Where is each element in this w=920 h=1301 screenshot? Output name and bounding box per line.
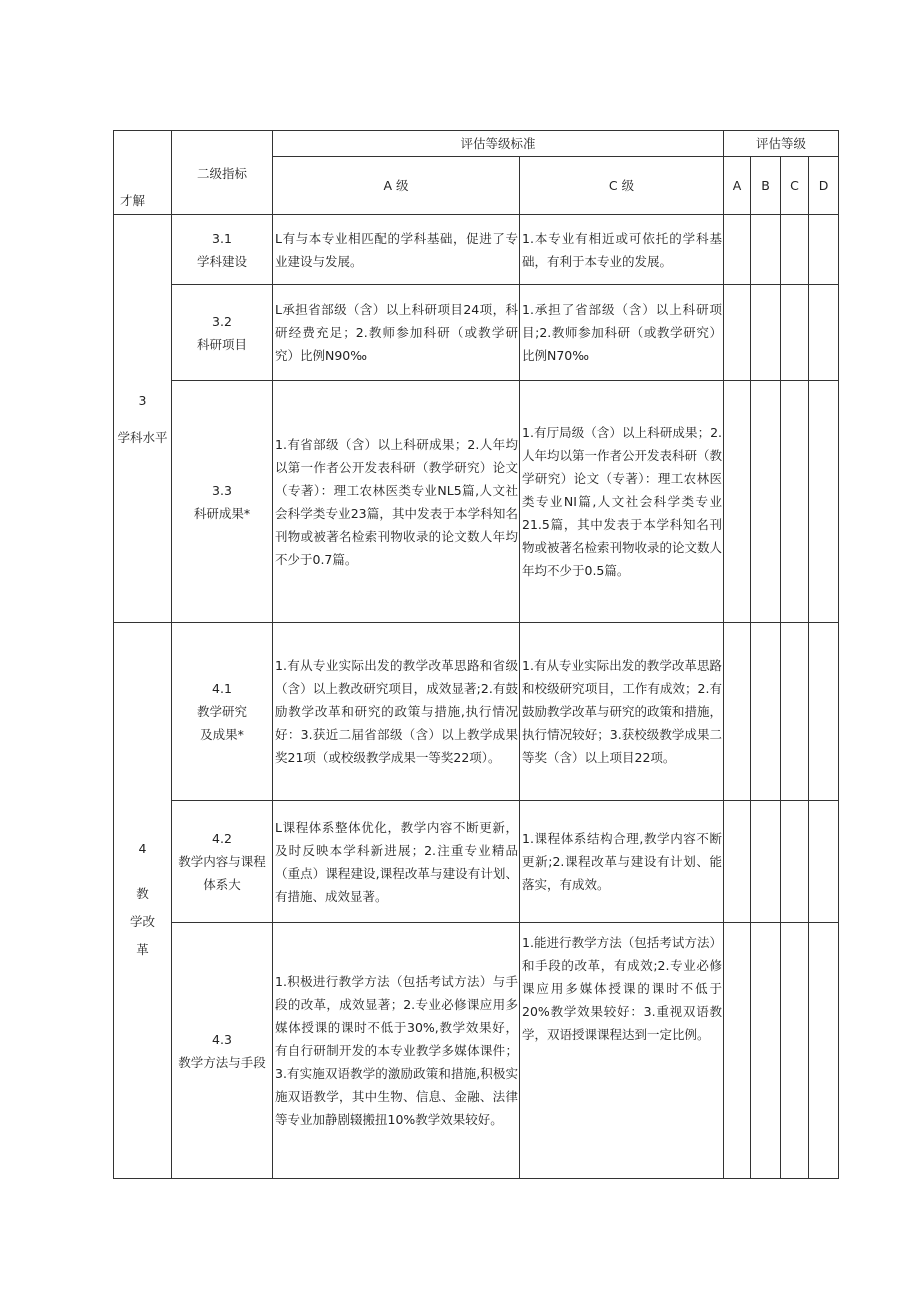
item-cell <box>172 285 273 381</box>
level-a-header: A 级 <box>273 157 520 215</box>
rating-b-cell[interactable] <box>751 285 781 381</box>
table-row <box>114 923 839 1179</box>
rating-d-header: D <box>809 157 839 215</box>
item-code: 3.2 <box>212 313 232 329</box>
table-row <box>114 623 839 801</box>
rating-group-header: 评估等级 <box>724 131 839 157</box>
item-title-line: 及成果* <box>200 727 244 742</box>
standard-c: 1.能进行教学方法（包括考试方法）和手段的改革，有成效;2.专业必修课应用多媒体授课的课时不低于20%教学效果较好：3.重视双语教学，双语授课课程达到一定比例。 <box>520 923 724 1179</box>
rating-c-cell[interactable] <box>781 623 809 801</box>
item-cell <box>172 801 273 923</box>
standard-a: 1.积极进行教学方法（包括考试方法）与手段的改革，成效显著；2.专业必修课应用多媒体授课的课时不低于30%,教学效果好，有自行研制开发的本专业教学多媒体课件；3.有实施双语教学的激励政策和措施,积极实施双语教学，其中生物、信息、金融、法律等专业加静剧辍搬扭10%教学效果较好。 <box>273 923 520 1179</box>
item-title: 学科建设 <box>196 253 247 269</box>
rating-c-cell[interactable] <box>781 285 809 381</box>
rating-b-cell[interactable] <box>751 381 781 623</box>
standard-c: 1.有厅局级（含）以上科研成果；2.人年均以第一作者公开发表科研（教学研究）论文（专著）：理工农林医类专业NI篇,人文社会科学类专业21.5篇，其中发表于本学科知名刊物或被著名检索刊物收录的论文数人年均不少于0.5篇。 <box>520 381 724 623</box>
rating-a-cell[interactable] <box>724 923 751 1179</box>
item-code: 4.3 <box>212 1031 232 1047</box>
corner-header: 才解 <box>114 131 172 215</box>
rating-c-cell[interactable] <box>781 923 809 1179</box>
item-code: 3.3 <box>212 482 232 498</box>
table-row <box>114 801 839 923</box>
standard-a: 1.有从专业实际出发的教学改革思路和省级（含）以上教改研究项目，成效显著;2.有鼓励教学改革和研究的政策与措施,执行情况好：3.获近二届省部级（含）以上教学成果奖21项（或校级教学成果一等奖22项）。 <box>273 623 520 801</box>
item-title-line: 体系大 <box>203 877 241 892</box>
section-name-line: 革 <box>136 942 149 957</box>
section-cell <box>114 623 172 1179</box>
section-number: 3 <box>138 392 147 408</box>
table-row <box>114 285 839 381</box>
table-row <box>114 215 839 285</box>
rating-d-cell[interactable] <box>809 285 839 381</box>
evaluation-table <box>113 130 839 1179</box>
standard-c: 1.承担了省部级（含）以上科研项目;2.教师参加科研（或教学研究）比例N70‰ <box>520 285 724 381</box>
section-name: 学科水平 <box>117 429 168 445</box>
item-title-line: 教学内容与课程 <box>178 854 266 869</box>
standard-a: L课程体系整体优化，教学内容不断更新，及时反映本学科新进展；2.注重专业精品（重点）课程建设,课程改革与建设有计划、有措施、成效显著。 <box>273 801 520 923</box>
rating-d-cell[interactable] <box>809 801 839 923</box>
rating-b-cell[interactable] <box>751 215 781 285</box>
secondary-index-header: 二级指标 <box>172 131 273 215</box>
section-name-line: 学改 <box>129 914 155 929</box>
rating-d-cell[interactable] <box>809 381 839 623</box>
rating-c-cell[interactable] <box>781 381 809 623</box>
item-code: 4.2 <box>212 831 232 846</box>
item-cell <box>172 381 273 623</box>
rating-d-cell[interactable] <box>809 215 839 285</box>
rating-d-cell[interactable] <box>809 623 839 801</box>
item-title: 科研成果* <box>193 505 251 521</box>
standard-group-header: 评估等级标准 <box>273 131 724 157</box>
item-title-line: 教学研究 <box>196 704 247 719</box>
section-cell <box>114 215 172 623</box>
rating-a-cell[interactable] <box>724 381 751 623</box>
item-title: 科研项目 <box>196 336 247 352</box>
rating-a-header: A <box>724 157 751 215</box>
standard-c: 1.本专业有相近或可依托的学科基础，有利于本专业的发展。 <box>520 215 724 285</box>
table-row <box>114 381 839 623</box>
standard-a: 1.有省部级（含）以上科研成果；2.人年均以第一作者公开发表科研（教学研究）论文（专著）：理工农林医类专业NL5篇,人文社会科学类专业23篇，其中发表于本学科知名刊物或被著名检索刊物收录的论文数人年均不少于0.7篇。 <box>273 381 520 623</box>
rating-c-cell[interactable] <box>781 215 809 285</box>
rating-a-cell[interactable] <box>724 285 751 381</box>
item-title: 教学方法与手段 <box>178 1054 266 1070</box>
rating-d-cell[interactable] <box>809 923 839 1179</box>
rating-b-header: B <box>751 157 781 215</box>
rating-a-cell[interactable] <box>724 623 751 801</box>
item-code: 4.1 <box>212 681 232 696</box>
item-cell <box>172 215 273 285</box>
standard-c: 1.课程体系结构合理,教学内容不断更新;2.课程改革与建设有计划、能落实，有成效。 <box>520 801 724 923</box>
rating-a-cell[interactable] <box>724 215 751 285</box>
level-c-header: C 级 <box>520 157 724 215</box>
rating-c-header: C <box>781 157 809 215</box>
item-cell <box>172 623 273 801</box>
standard-a: L有与本专业相匹配的学科基础，促进了专业建设与发展。 <box>273 215 520 285</box>
rating-c-cell[interactable] <box>781 801 809 923</box>
item-code: 3.1 <box>212 230 232 246</box>
item-cell <box>172 923 273 1179</box>
rating-b-cell[interactable] <box>751 623 781 801</box>
rating-b-cell[interactable] <box>751 801 781 923</box>
standard-a: L承担省部级（含）以上科研项目24项，科研经费充足；2.教师参加科研（或教学研究）比例N90‰ <box>273 285 520 381</box>
rating-b-cell[interactable] <box>751 923 781 1179</box>
section-number: 4 <box>138 841 147 856</box>
rating-a-cell[interactable] <box>724 801 751 923</box>
standard-c: 1.有从专业实际出发的教学改革思路和校级研究项目，工作有成效；2.有鼓励教学改革与研究的政策和措施，执行情况较好；3.获校级教学成果二等奖（含）以上项目22项。 <box>520 623 724 801</box>
section-name-line: 教 <box>136 886 149 901</box>
